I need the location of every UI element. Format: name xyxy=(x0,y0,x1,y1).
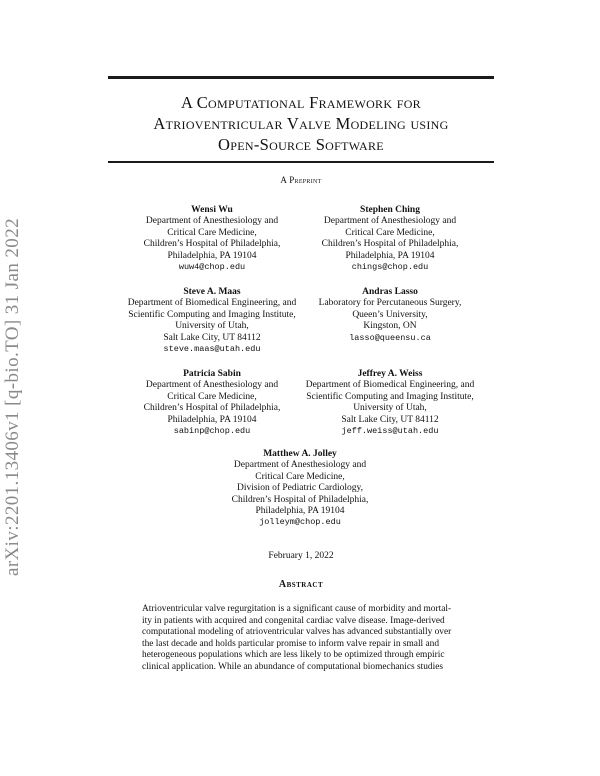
affiliation-line: Children’s Hospital of Philadelphia, xyxy=(321,239,459,250)
affiliation-line: Scientific Computing and Imaging Institute, xyxy=(128,309,296,320)
abstract-line: clinical application. While an abundance of computational biomechanics studies xyxy=(142,661,444,672)
title-line: Atrioventricular Valve Modeling using xyxy=(153,114,449,133)
abstract-line: ity in patients with acquired and congenital cardiac valve disease. Image-derived xyxy=(142,615,445,626)
author-block-patricia-sabin xyxy=(120,369,304,437)
author-email[interactable]: chings@chop.edu xyxy=(351,262,429,273)
arxiv-identifier-stamp: arXiv:2201.13406v1 [q-bio.TO] 31 Jan 2022 xyxy=(2,217,23,576)
affiliation-line: Children’s Hospital of Philadelphia, xyxy=(143,239,281,250)
abstract-heading: Abstract xyxy=(278,579,324,590)
affiliation-line: Department of Anesthesiology and xyxy=(145,216,279,227)
abstract-line: the last decade and holds particular promise to inform valve repair in small and xyxy=(142,638,440,649)
affiliation-line: Department of Anesthesiology and xyxy=(323,216,457,227)
affiliation-line: Kingston, ON xyxy=(363,321,417,332)
affiliation-line: Salt Lake City, UT 84112 xyxy=(341,414,439,425)
affiliation-line: Division of Pediatric Cardiology, xyxy=(236,483,364,494)
affiliation-line: University of Utah, xyxy=(353,403,427,414)
affiliation-line: Laboratory for Percutaneous Surgery, xyxy=(318,298,462,309)
affiliation-line: Department of Anesthesiology and xyxy=(233,460,367,471)
affiliation-line: Philadelphia, PA 19104 xyxy=(255,506,345,517)
author-name: Matthew A. Jolley xyxy=(263,449,337,459)
paper-title xyxy=(100,92,502,155)
title-line: A Computational Framework for xyxy=(181,93,421,112)
abstract-body xyxy=(142,604,462,673)
title-line: Open-Source Software xyxy=(218,135,384,154)
affiliation-line: Critical Care Medicine, xyxy=(345,227,435,238)
abstract-line: heterogeneous populations which are less likely to be optimized through empiric xyxy=(142,650,445,660)
abstract-line: Atrioventricular valve regurgitation is a significant cause of morbidity and mortal- xyxy=(142,604,452,614)
author-email[interactable]: sabinp@chop.edu xyxy=(173,426,251,437)
affiliation-line: Queen’s University, xyxy=(352,309,428,320)
author-block-wensi-wu xyxy=(130,205,294,273)
author-name: Jeffrey A. Weiss xyxy=(357,369,423,379)
title-top-rule xyxy=(108,76,494,79)
author-block-stephen-ching xyxy=(308,205,472,273)
affiliation-line: Critical Care Medicine, xyxy=(167,227,257,238)
author-block-jeffrey-weiss xyxy=(290,369,490,437)
affiliation-line: Philadelphia, PA 19104 xyxy=(345,250,435,261)
author-block-andras-lasso xyxy=(308,287,472,344)
author-name: Wensi Wu xyxy=(191,205,233,215)
author-email[interactable]: steve.maas@utah.edu xyxy=(163,344,261,355)
affiliation-line: Department of Biomedical Engineering, and xyxy=(127,298,297,309)
affiliation-line: Children’s Hospital of Philadelphia, xyxy=(143,403,281,414)
author-name: Stephen Ching xyxy=(360,205,420,215)
publication-date: February 1, 2022 xyxy=(268,551,334,561)
author-name: Andras Lasso xyxy=(362,287,418,297)
author-email[interactable]: jeff.weiss@utah.edu xyxy=(341,426,439,437)
author-email[interactable]: wuw4@chop.edu xyxy=(178,262,246,273)
affiliation-line: Philadelphia, PA 19104 xyxy=(167,414,257,425)
author-block-matthew-jolley xyxy=(210,449,390,529)
affiliation-line: University of Utah, xyxy=(175,321,249,332)
affiliation-line: Department of Biomedical Engineering, and xyxy=(305,380,475,391)
author-name: Steve A. Maas xyxy=(183,287,241,297)
author-email[interactable]: jolleym@chop.edu xyxy=(259,517,341,528)
author-name: Patricia Sabin xyxy=(183,369,241,379)
affiliation-line: Critical Care Medicine, xyxy=(255,471,345,482)
author-email[interactable]: lasso@queensu.ca xyxy=(349,332,431,343)
affiliation-line: Department of Anesthesiology and xyxy=(145,380,279,391)
preprint-label: A Preprint xyxy=(280,175,322,185)
affiliation-line: Salt Lake City, UT 84112 xyxy=(163,332,261,343)
affiliation-line: Critical Care Medicine, xyxy=(167,391,257,402)
title-bottom-rule xyxy=(108,161,494,163)
affiliation-line: Philadelphia, PA 19104 xyxy=(167,250,257,261)
author-block-steve-maas xyxy=(112,287,312,355)
abstract-line: computational modeling of atrioventricular valves has advanced substantially over xyxy=(142,627,452,637)
affiliation-line: Scientific Computing and Imaging Institute, xyxy=(306,391,474,402)
affiliation-line: Children’s Hospital of Philadelphia, xyxy=(231,494,369,505)
